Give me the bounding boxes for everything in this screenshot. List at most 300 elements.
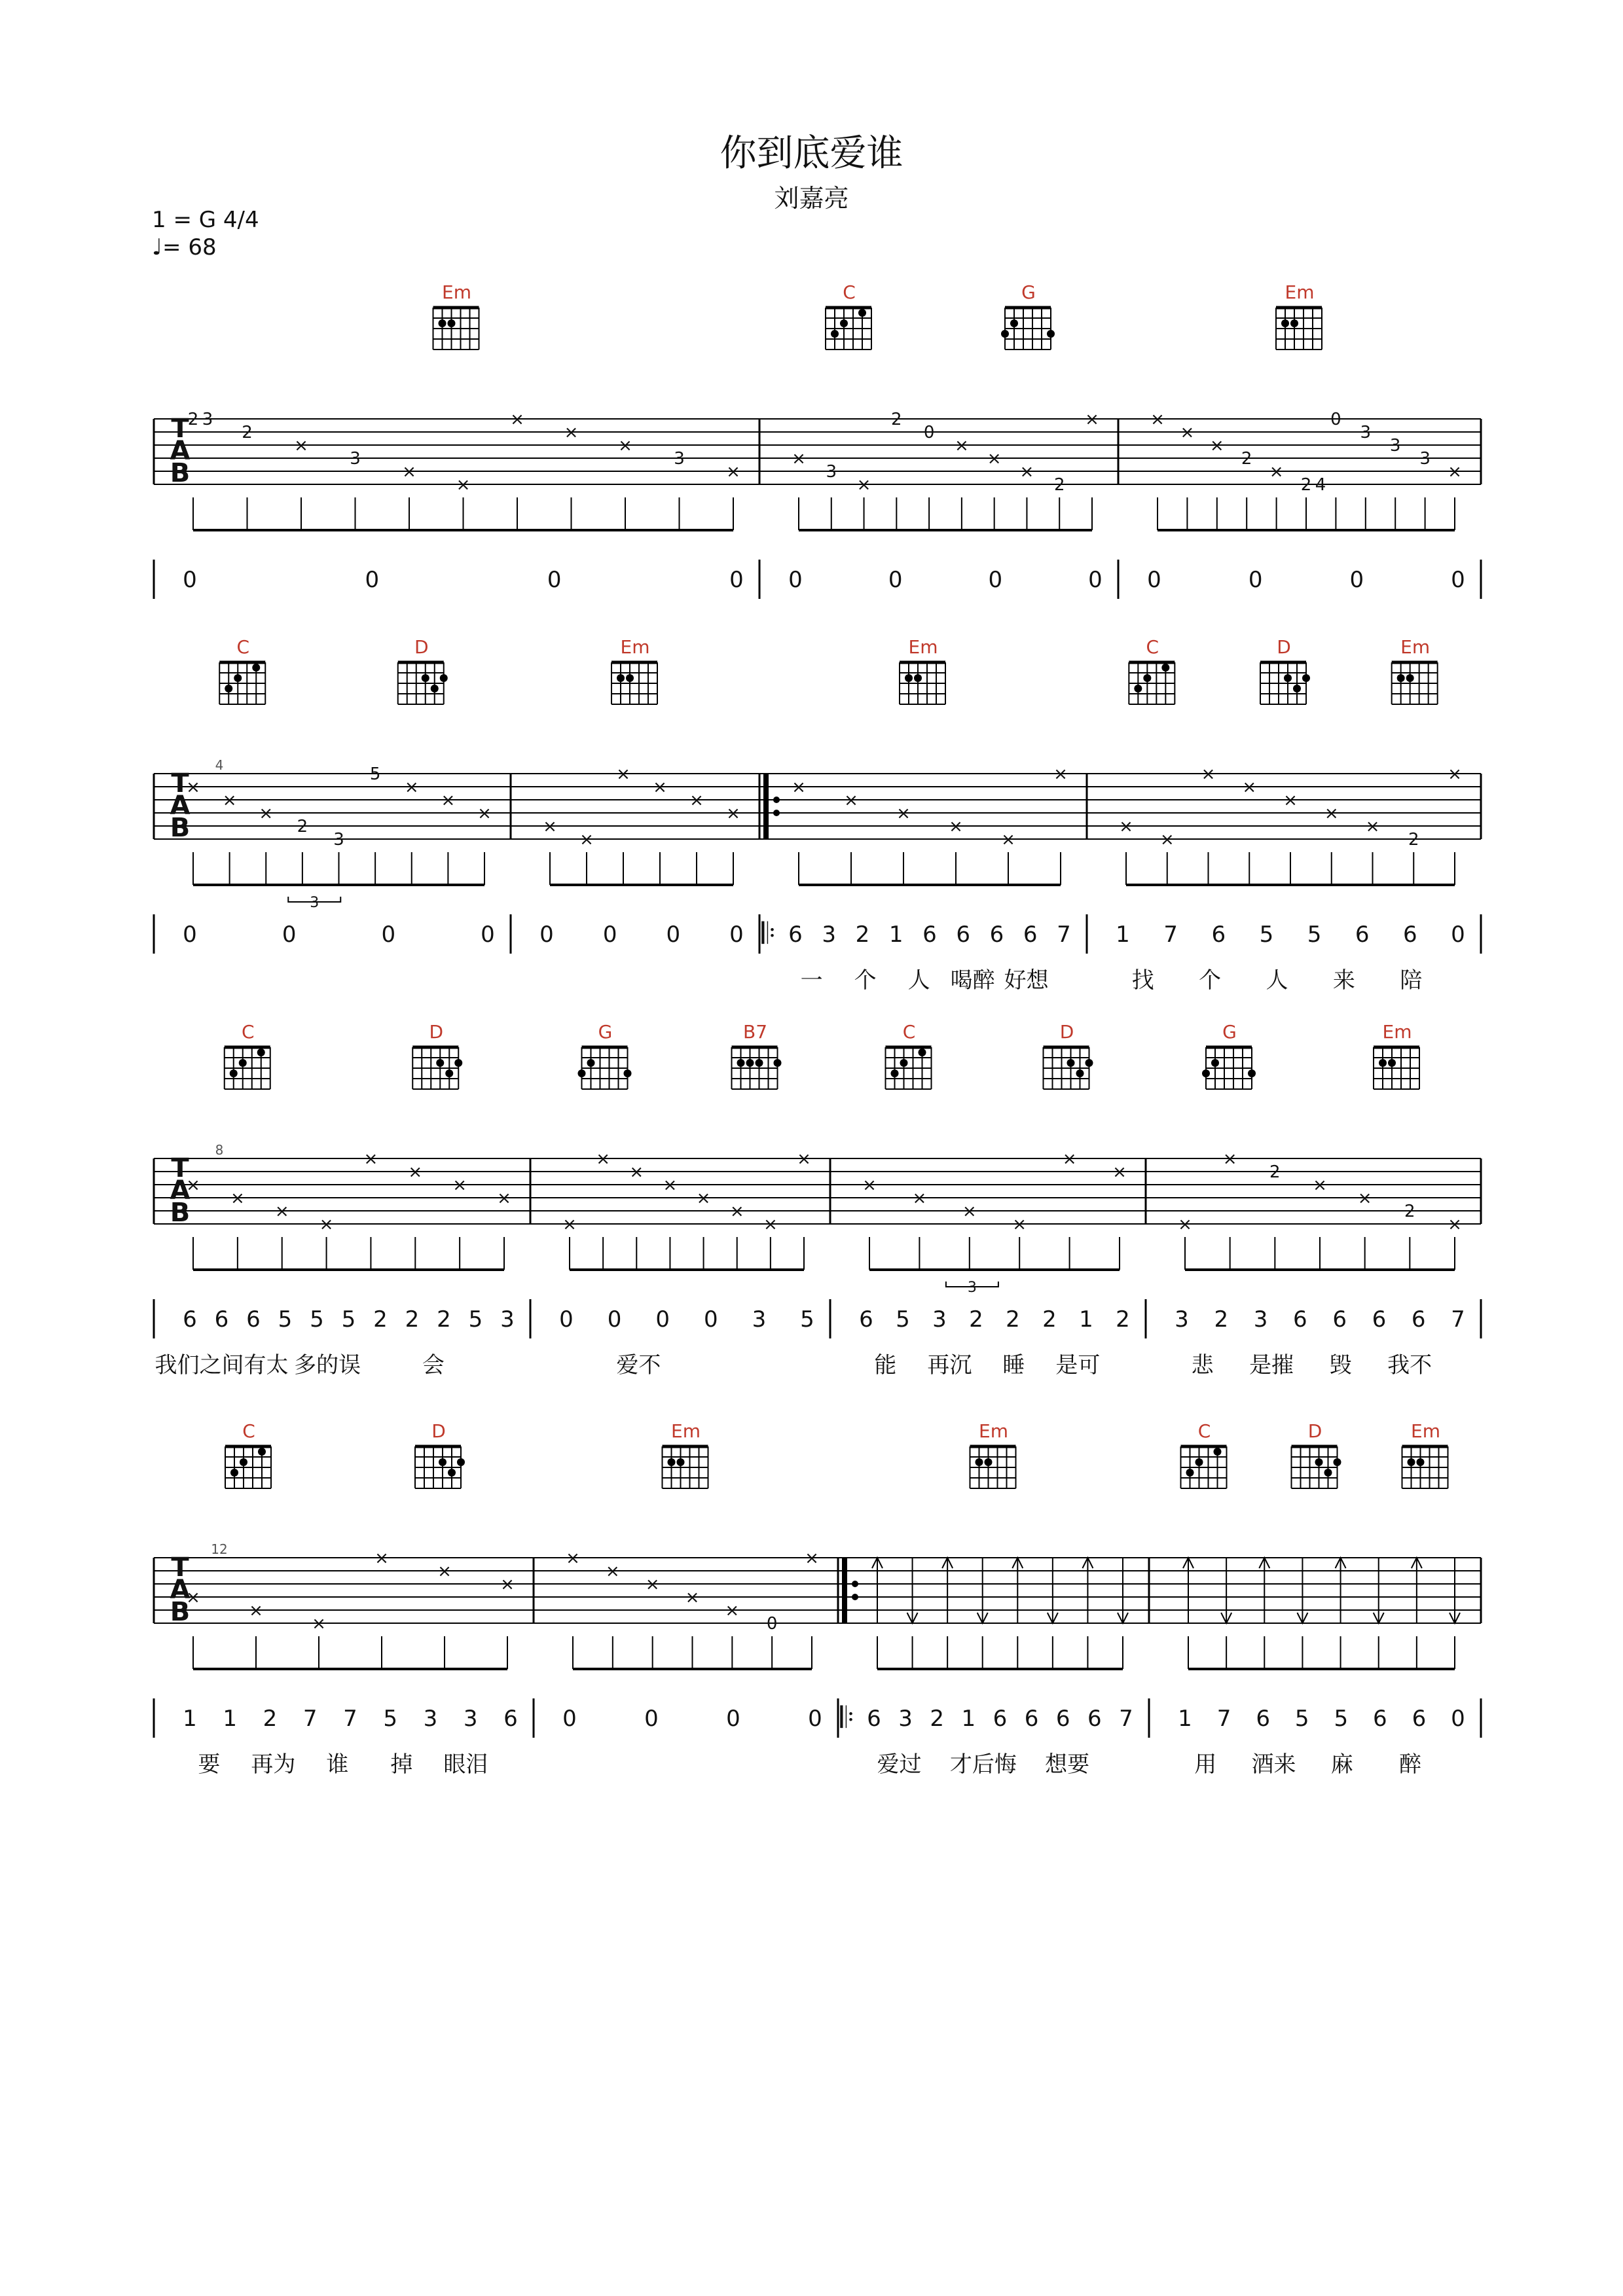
jianpu-note: 7 (302, 1706, 318, 1732)
tab-fret-mark: × (259, 804, 274, 823)
chord-finger-dot (230, 1069, 238, 1077)
tab-fret-mark: 2 (1053, 475, 1065, 495)
tab-clef-letter: A (170, 791, 191, 821)
chord-finger-dot (1388, 1059, 1396, 1067)
jianpu-note: 7 (1163, 922, 1178, 948)
jianpu-note: 5 (383, 1706, 398, 1732)
lyric-syllable: 毁 (1329, 1352, 1352, 1378)
chord-name: Em (671, 1420, 701, 1442)
chord-name: Em (442, 281, 471, 303)
tab-fret-mark: × (792, 778, 806, 797)
jianpu-note: 2 (1042, 1306, 1057, 1333)
jianpu-note: 0 (988, 567, 1003, 593)
tab-fret-mark: × (1357, 1189, 1372, 1208)
tuplet-number: 3 (310, 895, 319, 911)
chord-finger-dot (448, 1469, 456, 1477)
tab-clef-letter: T (171, 1153, 189, 1183)
tab-fret-mark: × (1242, 778, 1257, 797)
tab-fret-mark: × (186, 1175, 200, 1195)
jianpu-note: 5 (896, 1306, 910, 1333)
tab-fret-mark: 3 (202, 410, 213, 429)
chord-name: Em (620, 636, 650, 658)
chord-finger-dot (1067, 1059, 1075, 1067)
tab-fret-mark: × (729, 1202, 744, 1221)
chord-name: C (242, 1420, 255, 1442)
tab-fret-mark: × (1209, 436, 1224, 456)
chord-finger-dot (1047, 330, 1055, 338)
chord-finger-dot (230, 1469, 238, 1477)
jianpu-note: 0 (666, 922, 681, 948)
chord-finger-dot (1302, 674, 1310, 682)
lyric-syllable: 用 (1194, 1751, 1217, 1778)
tab-fret-mark: × (1112, 1162, 1127, 1182)
lyric-syllable: 一 (800, 967, 823, 994)
jianpu-note: 2 (969, 1306, 983, 1333)
tab-fret-mark: 5 (369, 764, 381, 784)
tab-fret-mark: × (1283, 791, 1298, 810)
chord-finger-dot (578, 1069, 586, 1077)
jianpu-note: 0 (888, 567, 903, 593)
chord-finger-dot (240, 1458, 247, 1466)
jianpu-note: 1 (1079, 1306, 1093, 1333)
jianpu-note: 6 (183, 1306, 197, 1333)
jianpu-note: 0 (1147, 567, 1161, 593)
chord-name: B7 (742, 1021, 768, 1043)
tab-fret-mark: × (605, 1562, 620, 1581)
tab-fret-mark: × (402, 462, 416, 482)
chord-name: C (1197, 1420, 1211, 1442)
chord-finger-dot (1085, 1059, 1093, 1067)
lyric-syllable: 是摧 (1249, 1352, 1294, 1378)
lyric-syllable: 掉 (390, 1751, 413, 1778)
chord-name: D (431, 1420, 446, 1442)
tab-clef-letter: A (170, 1175, 191, 1206)
chord-finger-dot (900, 1059, 908, 1067)
jianpu-note: 6 (1373, 1706, 1387, 1732)
chord-finger-dot (457, 1458, 465, 1466)
jianpu-note: 2 (1214, 1306, 1229, 1333)
tab-fret-mark: × (763, 1215, 778, 1234)
tab-fret-mark: × (1201, 764, 1216, 784)
tab-clef-letter: T (171, 414, 189, 444)
lyric-syllable: 再为 (251, 1751, 296, 1778)
repeat-dot (773, 810, 780, 816)
tab-fret-mark: × (477, 804, 492, 823)
chord-finger-dot (454, 1059, 462, 1067)
tab-fret-mark: × (792, 449, 806, 469)
chord-finger-dot (891, 1069, 899, 1077)
jianpu-note: 6 (1411, 1306, 1426, 1333)
chord-finger-dot (1186, 1469, 1194, 1477)
tab-fret-mark: × (222, 791, 237, 810)
measure-number: 12 (211, 1541, 228, 1557)
tab-fret-mark: × (653, 778, 667, 797)
lyric-syllable: 是可 (1055, 1352, 1101, 1378)
tab-fret-mark: × (1448, 764, 1462, 784)
jianpu-note: 6 (859, 1306, 873, 1333)
lyric-syllable: 个 (854, 967, 877, 994)
tab-fret-mark: × (294, 436, 308, 456)
jianpu-note: 7 (1057, 922, 1071, 948)
tab-fret-mark: × (500, 1575, 515, 1594)
tab-fret-mark: × (1269, 462, 1284, 482)
repeat-sign: 𝄆 (761, 917, 776, 950)
tab-fret-mark: 2 (1241, 449, 1252, 469)
jianpu-note: 6 (1332, 1306, 1347, 1333)
chord-finger-dot (1001, 330, 1009, 338)
jianpu-note: 0 (282, 922, 297, 948)
tab-fret-mark: × (962, 1202, 977, 1221)
chord-name: Em (908, 636, 938, 658)
jianpu-note: 3 (822, 922, 837, 948)
tab-fret-mark: × (274, 1202, 289, 1221)
tab-fret-mark: × (856, 475, 871, 495)
tab-fret-mark: × (408, 1162, 423, 1182)
tab-fret-mark: × (1313, 1175, 1327, 1195)
jianpu-note: 1 (1178, 1706, 1192, 1732)
jianpu-note: 0 (381, 922, 396, 948)
chord-finger-dot (914, 674, 922, 682)
chord-finger-dot (1076, 1069, 1084, 1077)
lyric-syllable: 陪 (1400, 967, 1423, 994)
lyric-syllable: 喝醉 (950, 967, 995, 994)
tab-fret-mark: × (912, 1189, 927, 1208)
tab-fret-mark: × (437, 1562, 452, 1581)
jianpu-note: 0 (788, 567, 803, 593)
repeat-dot (852, 1581, 858, 1587)
chord-finger-dot (1248, 1069, 1256, 1077)
chord-finger-dot (225, 685, 232, 692)
jianpu-note: 0 (559, 1306, 574, 1333)
artist-name: 刘嘉亮 (774, 184, 849, 213)
chord-finger-dot (258, 1448, 266, 1456)
lyric-syllable: 醉 (1399, 1751, 1422, 1778)
tab-fret-mark: × (1178, 1215, 1192, 1234)
chord-finger-dot (422, 674, 429, 682)
chord-finger-dot (774, 1059, 782, 1067)
lyric-syllable: 酒来 (1251, 1751, 1296, 1778)
chord-name: C (1146, 636, 1159, 658)
tab-fret-mark: × (543, 817, 557, 836)
tab-fret-mark: × (596, 1149, 611, 1169)
jianpu-note: 5 (278, 1306, 293, 1333)
jianpu-note: 3 (898, 1706, 913, 1732)
jianpu-note: 6 (788, 922, 803, 948)
tab-fret-mark: 3 (350, 449, 361, 469)
tab-fret-mark: 2 (242, 423, 253, 442)
chord-finger-dot (439, 319, 447, 327)
lyric-syllable: 爱不 (616, 1352, 661, 1378)
tab-fret-mark: 2 (187, 410, 199, 429)
jianpu-note: 0 (539, 922, 554, 948)
measure-number: 4 (215, 757, 224, 773)
chord-finger-dot (445, 1069, 453, 1077)
lyric-syllable: 睡 (1002, 1352, 1025, 1378)
jianpu-note: 5 (1259, 922, 1274, 948)
jianpu-note: 6 (956, 922, 971, 948)
chord-name: G (1021, 281, 1036, 303)
jianpu-note: 6 (1055, 1706, 1070, 1732)
chord-finger-dot (252, 664, 260, 672)
tab-fret-mark: × (319, 1215, 334, 1234)
tab-fret-mark: 3 (826, 462, 837, 482)
tab-fret-mark: × (797, 1149, 811, 1169)
lyric-syllable: 我们之间有太 (155, 1352, 289, 1378)
tab-fret-mark: × (987, 449, 1002, 469)
chord-name: D (1059, 1021, 1074, 1043)
jianpu-note: 2 (930, 1706, 945, 1732)
jianpu-note: 7 (1119, 1706, 1133, 1732)
tab-fret-mark: × (374, 1549, 389, 1568)
jianpu-note: 0 (729, 567, 744, 593)
lyric-syllable: 好想 (1004, 967, 1049, 994)
jianpu-note: 0 (726, 1706, 740, 1732)
lyric-syllable: 找 (1131, 967, 1154, 994)
jianpu-note: 5 (800, 1306, 814, 1333)
tab-fret-mark: × (363, 1149, 378, 1169)
jianpu-note: 3 (1175, 1306, 1189, 1333)
tuplet-number: 3 (967, 1280, 977, 1296)
lyric-syllable: 来 (1332, 967, 1355, 994)
chord-finger-dot (1293, 685, 1301, 692)
tab-fret-mark: × (1001, 830, 1015, 850)
tab-fret-mark: × (685, 1588, 700, 1607)
jianpu-note: 6 (214, 1306, 229, 1333)
jianpu-note: 1 (888, 922, 903, 948)
jianpu-note: 3 (463, 1706, 478, 1732)
jianpu-note: 6 (1372, 1306, 1387, 1333)
chord-finger-dot (1161, 664, 1169, 672)
jianpu-note: 0 (1349, 567, 1364, 593)
tab-fret-mark: × (1119, 817, 1133, 836)
chord-finger-dot (1408, 1458, 1415, 1466)
jianpu-note: 3 (500, 1306, 515, 1333)
tab-fret-mark: 3 (333, 830, 344, 850)
jianpu-note: 5 (1307, 922, 1322, 948)
jianpu-note: 0 (644, 1706, 659, 1732)
chord-finger-dot (1284, 674, 1292, 682)
chord-finger-dot (756, 1059, 763, 1067)
lyric-syllable: 人 (907, 967, 930, 994)
chord-finger-dot (257, 1049, 265, 1056)
chord-finger-dot (976, 1458, 983, 1466)
jianpu-note: 0 (729, 922, 744, 948)
chord-finger-dot (677, 1458, 685, 1466)
tab-fret-mark: 2 (1300, 475, 1312, 495)
tab-fret-mark: × (1159, 830, 1175, 850)
jianpu-note: 7 (343, 1706, 357, 1732)
jianpu-note: 5 (341, 1306, 356, 1333)
jianpu-note: 0 (1451, 922, 1465, 948)
song-title: 你到底爱谁 (720, 132, 903, 175)
tab-clef-letter: T (171, 768, 189, 798)
tab-fret-mark: 0 (1330, 410, 1341, 429)
chord-name: C (843, 281, 856, 303)
tab-fret-mark: × (566, 1549, 580, 1568)
chord-finger-dot (1397, 674, 1405, 682)
jianpu-note: 3 (1253, 1306, 1268, 1333)
chord-finger-dot (746, 1059, 754, 1067)
chord-finger-dot (1010, 319, 1018, 327)
tab-clef-letter: B (170, 813, 191, 843)
jianpu-note: 6 (993, 1706, 1008, 1732)
tab-fret-mark: 2 (297, 817, 308, 836)
tab-fret-mark: × (230, 1189, 245, 1208)
jianpu-note: 6 (1412, 1706, 1427, 1732)
chord-finger-dot (840, 319, 848, 327)
key-signature: 1 = G 4/4 (152, 207, 259, 233)
jianpu-note: 0 (1088, 567, 1103, 593)
jianpu-note: 6 (503, 1706, 518, 1732)
tab-fret-mark: × (629, 1162, 644, 1182)
tab-fret-mark: × (579, 830, 594, 850)
repeat-dot (852, 1594, 858, 1600)
jianpu-note: 0 (183, 922, 197, 948)
tab-fret-mark: × (1150, 410, 1165, 429)
measure-number: 8 (215, 1142, 224, 1158)
jianpu-note: 0 (607, 1306, 622, 1333)
chord-name: C (236, 636, 250, 658)
lyric-syllable: 能 (874, 1352, 897, 1378)
tab-clef-letter: B (170, 1198, 191, 1228)
tab-fret-mark: × (1053, 764, 1068, 784)
chord-finger-dot (1211, 1059, 1219, 1067)
lyric-syllable: 要 (198, 1751, 221, 1778)
jianpu-note: 3 (932, 1306, 947, 1333)
chord-finger-dot (617, 674, 625, 682)
chord-name: G (598, 1021, 613, 1043)
chord-finger-dot (624, 1069, 632, 1077)
tab-fret-mark: × (456, 475, 471, 495)
jianpu-note: 0 (183, 567, 197, 593)
tab-fret-mark: × (1085, 410, 1099, 429)
lyric-syllable: 再沉 (927, 1352, 972, 1378)
tab-fret-mark: 2 (891, 410, 902, 429)
chord-finger-dot (431, 685, 439, 692)
lyric-syllable: 眼泪 (443, 1751, 488, 1778)
jianpu-note: 2 (437, 1306, 451, 1333)
tempo-marking: ♩= 68 (152, 234, 217, 260)
tab-fret-mark: × (441, 791, 456, 810)
lyric-syllable: 麻 (1330, 1751, 1353, 1778)
tab-fret-mark: 3 (674, 449, 685, 469)
tab-fret-mark: × (564, 423, 579, 442)
tab-fret-mark: 3 (1360, 423, 1372, 442)
jianpu-note: 7 (1451, 1306, 1465, 1333)
chord-finger-dot (1202, 1069, 1210, 1077)
jianpu-note: 1 (961, 1706, 976, 1732)
jianpu-note: 7 (1216, 1706, 1231, 1732)
tab-clef-letter: T (171, 1552, 189, 1583)
chord-name: D (429, 1021, 444, 1043)
jianpu-note: 6 (989, 922, 1004, 948)
chord-finger-dot (1143, 674, 1151, 682)
jianpu-note: 1 (223, 1706, 238, 1732)
chord-finger-dot (1214, 1448, 1222, 1456)
chord-finger-dot (626, 674, 634, 682)
chord-name: Em (1411, 1420, 1440, 1442)
jianpu-note: 1 (1116, 922, 1130, 948)
tab-fret-mark: × (1448, 1215, 1462, 1234)
jianpu-note: 6 (1211, 922, 1226, 948)
chord-finger-dot (439, 1458, 447, 1466)
lyric-syllable: 会 (422, 1352, 445, 1378)
jianpu-note: 0 (655, 1306, 670, 1333)
jianpu-note: 5 (310, 1306, 324, 1333)
jianpu-note: 0 (1451, 567, 1465, 593)
chord-finger-dot (1134, 685, 1142, 692)
tab-fret-mark: × (497, 1189, 511, 1208)
tab-fret-mark: × (452, 1175, 467, 1195)
jianpu-note: 2 (405, 1306, 420, 1333)
chord-name: Em (979, 1420, 1008, 1442)
lyric-syllable: 个 (1199, 967, 1222, 994)
tab-fret-mark: × (954, 436, 969, 456)
jianpu-note: 0 (703, 1306, 718, 1333)
tab-fret-mark: × (616, 764, 630, 784)
jianpu-note: 0 (562, 1706, 577, 1732)
jianpu-note: 5 (1294, 1706, 1309, 1732)
tab-fret-mark: × (618, 436, 632, 456)
jianpu-note: 2 (1006, 1306, 1020, 1333)
tab-fret-mark: × (510, 410, 524, 429)
tab-fret-mark: × (1448, 462, 1462, 482)
lyric-syllable: 悲 (1191, 1352, 1214, 1378)
tab-fret-mark: × (1062, 1149, 1077, 1169)
chord-name: D (414, 636, 429, 658)
tab-fret-mark: × (726, 804, 740, 823)
tab-fret-mark: × (1012, 1215, 1027, 1234)
chord-name: D (1307, 1420, 1322, 1442)
chord-finger-dot (1315, 1458, 1323, 1466)
chord-name: Em (1400, 636, 1431, 658)
jianpu-note: 0 (808, 1706, 822, 1732)
chord-finger-dot (448, 319, 456, 327)
chord-finger-dot (1379, 1059, 1387, 1067)
jianpu-note: 3 (752, 1306, 767, 1333)
tab-fret-mark: × (689, 791, 704, 810)
lyric-syllable: 谁 (326, 1751, 349, 1778)
tab-fret-mark: × (1365, 817, 1380, 836)
chord-name: D (1277, 636, 1291, 658)
chord-finger-dot (985, 1458, 993, 1466)
chord-name: C (241, 1021, 255, 1043)
chord-finger-dot (1334, 1458, 1341, 1466)
tab-fret-mark: × (1180, 423, 1195, 442)
repeat-sign: 𝄆 (840, 1701, 854, 1734)
chord-finger-dot (831, 330, 839, 338)
tab-fret-mark: 0 (766, 1614, 778, 1634)
chord-name: Em (1285, 281, 1315, 303)
jianpu-note: 2 (373, 1306, 388, 1333)
tab-fret-mark: × (896, 804, 911, 823)
chord-finger-dot (1324, 1469, 1332, 1477)
chord-finger-dot (436, 1059, 444, 1067)
jianpu-note: 6 (1087, 1706, 1102, 1732)
chord-finger-dot (234, 674, 242, 682)
lyric-syllable: 我不 (1387, 1352, 1432, 1378)
chord-finger-dot (1406, 674, 1414, 682)
jianpu-note: 6 (246, 1306, 261, 1333)
tab-fret-mark: × (1324, 804, 1339, 823)
tab-fret-mark: 3 (1389, 436, 1401, 456)
jianpu-note: 2 (855, 922, 870, 948)
tab-clef-letter: B (170, 1597, 191, 1627)
jianpu-note: 6 (1256, 1706, 1270, 1732)
tab-fret-mark: 0 (923, 423, 935, 442)
jianpu-note: 3 (423, 1706, 438, 1732)
tab-fret-mark: × (1222, 1149, 1237, 1169)
